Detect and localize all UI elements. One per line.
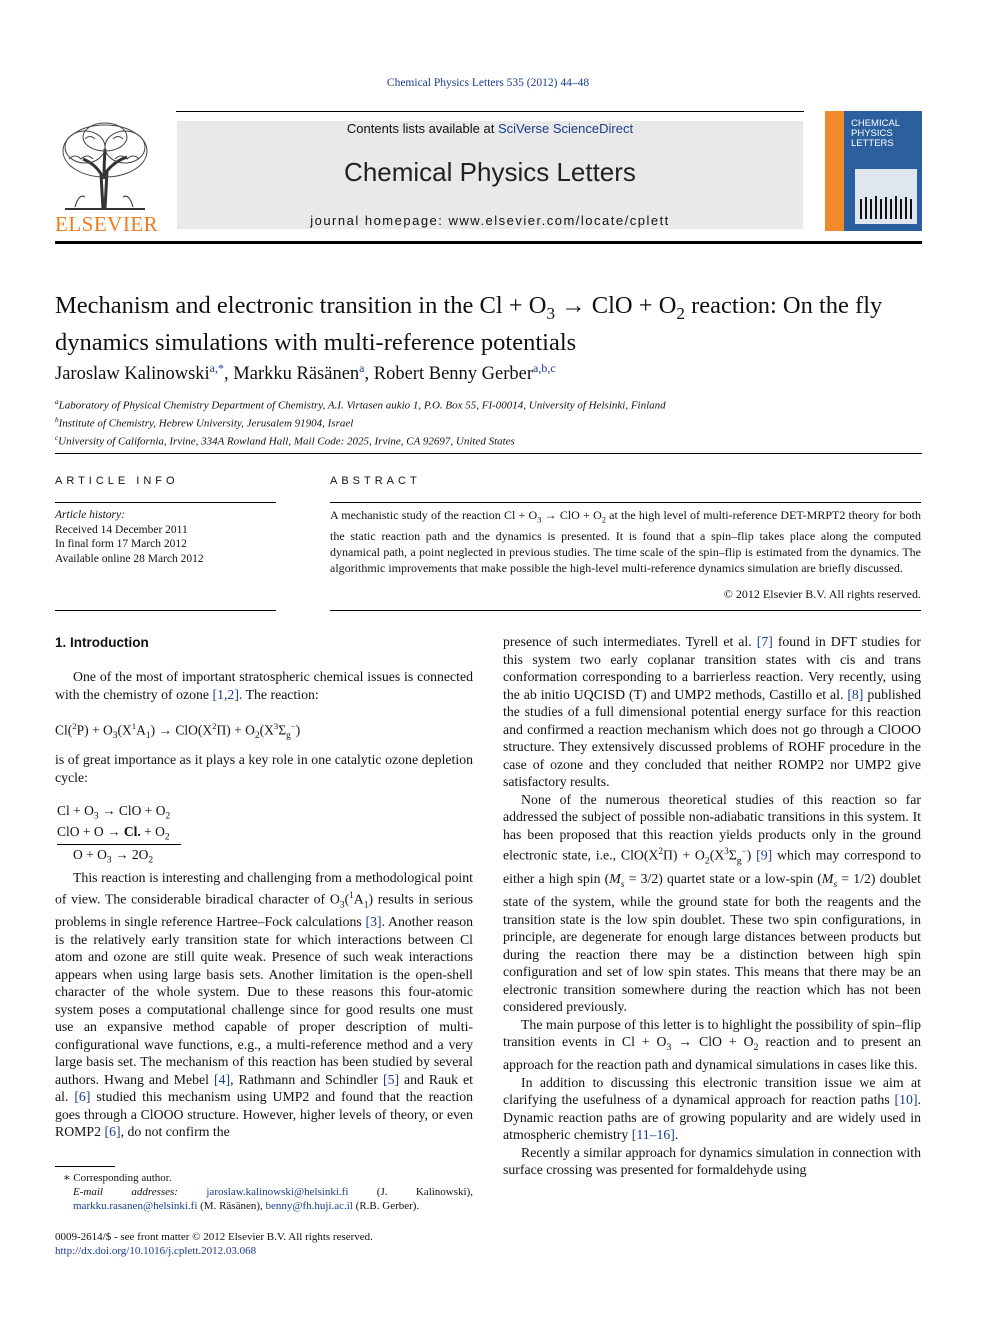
abstract-heading: ABSTRACT bbox=[330, 475, 421, 487]
sciencedirect-link[interactable]: SciVerse ScienceDirect bbox=[497, 121, 634, 136]
email-link[interactable]: benny@fh.huji.ac.il bbox=[265, 1200, 353, 1212]
tree-icon bbox=[55, 119, 155, 211]
cover-title bbox=[851, 119, 900, 149]
para-text: Recently a similar approach for dynamics simulation in connection with surface crossing was presented for formaldehyde using bbox=[503, 1144, 921, 1178]
catalytic-cycle bbox=[57, 803, 181, 866]
header-thick-rule bbox=[55, 241, 922, 244]
right-column: presence of such intermediates. Tyrell et al. [7] found in DFT studies for this system two early coplanar transition states with cis and trans conformation corresponding to a barrierless reaction. Very recently, using the ab initio UQCISD (T) and UMP2 methods, Castillo et al. [8] published the studies of a full dimensional potential energy surface for this reaction and confirmed a reaction mechanism which does not go through a ClOOO structure. They extensively discussed problems of ROHF procedure in the case of ozone and they concluded that neither ROMP2 nor UMP2 give satisfactory results. None of the numerous theoretical studies of this reaction so far addressed the subject of possible non-adiabatic transitions in this system. It has been proposed that this reaction yields products only in the ground electronic state, i.e., $ClO(X^2\Pi) + O_2(X^3\Sigma_g^-)$ [9] which may correspond to either a high spin $(M_s = 3/2)$ quartet state or a low-spin $(M_s = 1/2)$ doublet state of the system, while the ground state for both the reagents and the transition state is the low spin doublet. These two spin configurations, in principle, are degenerate for enough large distances between products but during the reaction there may be a distinction between high spin configuration and set of low spin states. This means that there may be an electronic transition somewhere during the reaction which has not been considered previously. The main purpose of this letter is to highlight the possibility of spin–flip transition events in $Cl + O_3$ → ClO + $O_2$ reaction and to present an approach for the reaction path and dynamical simulations in cases like this. In addition to discussing this electronic transition issue we aim at clarifying the usefulness of a dynamical approach for reaction paths [10]. Dynamic reaction paths are of growing popularity and are widely used in atmospheric chemistry [11–16]. Recently a similar approach for dynamics simulation in connection with surface crossing was presented for formaldehyde using bbox=[503, 634, 921, 1178]
footnote-rule bbox=[55, 1166, 115, 1167]
title-text: → ClO + O bbox=[555, 292, 677, 319]
abstract-part: → ClO + O bbox=[541, 508, 602, 522]
doi-link[interactable]: http://dx.doi.org/10.1016/j.cplett.2012.03.068 bbox=[55, 1245, 257, 1257]
contents-line bbox=[177, 121, 803, 136]
citation-link[interactable]: [10] bbox=[894, 1092, 918, 1108]
cycle-bar bbox=[57, 844, 181, 845]
author-list: Jaroslaw Kalinowski$^{a,*}$, Markku Räsänen$^a$, Robert Benny Gerber$^{a,b,c}$ bbox=[55, 361, 556, 385]
citation-link[interactable]: [3] bbox=[365, 914, 382, 930]
author-sup[interactable]: a bbox=[359, 361, 365, 375]
cover-stripe bbox=[825, 111, 844, 231]
para-text: published the studies of a full dimensional potential energy surface for this reaction and confirmed a reaction mechanism which does not go through a ClOOO structure. They extensively discussed problems of ROHF procedure in the case of ozone and they concluded that neither ROMP2 nor UMP2 give satisfactory results. bbox=[503, 686, 921, 789]
author-sup[interactable]: a,b,c bbox=[533, 361, 556, 375]
para-text: → ClO + O bbox=[671, 1034, 754, 1050]
affil-mark: b bbox=[55, 416, 59, 425]
affil-text: Laboratory of Physical Chemistry Department of Chemistry, A.I. Virtasen aukio 1, P.O. Box 55, FI-00014, University of Helsinki, Finland bbox=[58, 399, 666, 412]
intro-paragraph-3: This reaction is interesting and challenging from a methodological point of view. The considerable biradical character of $O_3(^1A_1)$ results in serious problems in single reference Hartree–Fock calculations [3]. Another reason is the relatively early transition state for which interactions between Cl atom and ozone are still quite weak. Presence of such weak interactions appears when using large basis sets. Another limitation is the open-shell character of the whole system. Due to these reasons this four-atomic system poses a computational challenge since for good results one must use an expansive method capable of proper description of multi-configurational wave functions, e.g., a multi-reference method and a very large basis set. The mechanism of this reaction has been studied by several authors. Hwang and Mebel [4], Rathmann and Schindler [5] and Rauk et al. [6] studied this mechanism using UMP2 and found that the reaction goes through a ClOOO structure. However, higher levels of theory, or even ROMP2 [6], do not confirm the bbox=[55, 870, 474, 1140]
email-label: E-mail addresses: bbox=[73, 1186, 178, 1198]
abstract-part: A mechanistic study of the reaction Cl + O bbox=[330, 508, 538, 522]
para-text: The main purpose of this letter is to highlight the possibility of spin–flip transition events in Cl + O bbox=[503, 1016, 921, 1050]
affiliation bbox=[55, 395, 666, 413]
author-sup[interactable]: a,* bbox=[209, 361, 225, 375]
email-note bbox=[55, 1185, 473, 1213]
para-text: In addition to discussing this electronic transition issue we aim at clarifying the usefulness of a dynamical approach for reaction paths bbox=[503, 1074, 921, 1108]
divider bbox=[55, 502, 276, 503]
footnote-text: (J. Kalinowski), bbox=[348, 1186, 473, 1198]
contents-prefix: Contents lists available at bbox=[346, 121, 498, 136]
elsevier-wordmark: ELSEVIER bbox=[55, 212, 159, 236]
divider bbox=[330, 610, 921, 611]
para-text: , Rathmann and Schindler bbox=[230, 1071, 383, 1087]
reaction-equation: $Cl(^2P) + O_3(X^1A_1) \to ClO(X^2\Pi) + O_2(X^3\Sigma_g^-)$ bbox=[55, 721, 301, 742]
citation-link[interactable]: [1,2] bbox=[212, 686, 239, 702]
journal-homepage[interactable]: journal homepage: www.elsevier.com/locate/cplett bbox=[310, 213, 670, 228]
cycle-step: $Cl + O_3$ → ClO + $O_2$ bbox=[57, 803, 171, 822]
para-text: studied this mechanism using UMP2 and found that the reaction goes through a ClOOO structure. However, higher levels of theory, or even ROMP2 bbox=[55, 1089, 473, 1140]
para-text: found in DFT studies for this system two early coplanar transition states with cis and trans conformation corresponding to a barrierless reaction. Very recently, using the ab initio UQCISD (T) and UMP2 methods, Castillo et al. bbox=[503, 634, 921, 702]
citation-link[interactable]: [9] bbox=[756, 847, 773, 863]
header-rule bbox=[176, 111, 804, 112]
intro-paragraph-1 bbox=[55, 668, 473, 703]
footnotes bbox=[55, 1171, 473, 1213]
para-text: reaction and to present an approach for the reaction path and dynamical simulations in cases like this. bbox=[503, 1034, 921, 1073]
affil-text: Institute of Chemistry, Hebrew University, Jerusalem 91904, Israel bbox=[58, 417, 354, 430]
para-text: . bbox=[674, 1127, 679, 1143]
cover-title-line: CHEMICAL bbox=[851, 118, 901, 129]
affil-text: University of California, Irvine, 334A Rowland Hall, Mail Code: 2025, Irvine, CA 92697, United States bbox=[58, 435, 515, 448]
para-text: results in serious problems in single reference Hartree–Fock calculations bbox=[55, 891, 474, 930]
para-text: . Dynamic reaction paths are of growing popularity and are widely used in atmospheric chemistry bbox=[503, 1092, 921, 1143]
para-text: which may correspond to either a high spin ( bbox=[503, 847, 921, 886]
journal-reference[interactable]: Chemical Physics Letters 535 (2012) 44–48 bbox=[386, 77, 590, 89]
abstract-part: at the high level of multi-reference DET-MRPT2 theory for both the static reaction path and the dynamics is presented. It is found that a spin–flip takes place along the computed dynamical path, a point neglected in previous studies. The time scale of the spin–flip is estimated from the dynamics. The algorithmic improvements that make possible the high-level multi-reference dynamics simulation are briefly discussed. bbox=[330, 508, 921, 576]
history-label: Article history: bbox=[55, 509, 125, 521]
article-history bbox=[55, 508, 204, 566]
citation-link[interactable]: [8] bbox=[847, 686, 864, 702]
author-name: Markku Räsänen bbox=[233, 364, 360, 385]
affiliation bbox=[55, 431, 666, 449]
para-text: This reaction is interesting and challenging from a methodological point of view. The considerable biradical character of O bbox=[55, 870, 473, 907]
para-text: presence of such intermediates. Tyrell et al. bbox=[503, 634, 757, 649]
intro-paragraph-2: is of great importance as it plays a key role in one catalytic ozone depletion cycle: bbox=[55, 752, 473, 785]
affiliation bbox=[55, 413, 666, 431]
para-text: , do not confirm the bbox=[120, 1124, 230, 1140]
citation-link[interactable]: [11–16] bbox=[631, 1127, 675, 1143]
journal-name: Chemical Physics Letters bbox=[344, 157, 636, 187]
journal-cover bbox=[825, 111, 922, 231]
footnote-text: Corresponding author. bbox=[73, 1172, 172, 1184]
issn-line: 0009-2614/$ - see front matter © 2012 Elsevier B.V. All rights reserved. bbox=[55, 1231, 373, 1243]
article-title: Mechanism and electronic transition in the $Cl + O_3$ → ClO + $O_2$ reaction: On the fly dynamics simulations with multi-reference potentials bbox=[55, 292, 883, 356]
divider bbox=[55, 453, 922, 454]
citation-link[interactable]: [5] bbox=[382, 1071, 400, 1087]
cover-title-line: PHYSICS bbox=[851, 128, 893, 139]
affiliations bbox=[55, 395, 666, 449]
cover-title-line: LETTERS bbox=[851, 138, 894, 149]
citation-link[interactable]: [4] bbox=[214, 1071, 231, 1087]
author-name: Jaroslaw Kalinowski bbox=[55, 364, 210, 385]
abstract-text: A mechanistic study of the reaction $Cl + O_3$ → ClO + $O_2$ at the high level of multi-reference DET-MRPT2 theory for both the static reaction path and the dynamics is presented. It is found that a spin–flip takes place along the computed dynamical path, a point neglected in previous studies. The time scale of the spin–flip is estimated from the dynamics. The algorithmic improvements that make possible the high-level multi-reference dynamics simulation are briefly discussed. bbox=[330, 508, 921, 576]
para-text: None of the numerous theoretical studies of this reaction so far addressed the subject of possible non-adiabatic transitions in this system. It has been proposed that this reaction yields products only in the ground electronic state, i.e., bbox=[503, 791, 921, 863]
front-matter bbox=[55, 1230, 495, 1258]
divider bbox=[330, 502, 921, 503]
cycle-step: $O + O_3 \to 2O_2$ bbox=[73, 847, 154, 866]
title-text: reaction: On the fly dynamics simulations with multi-reference potentials bbox=[55, 292, 883, 356]
para-text: . Another reason is the relatively early transition state for which interactions between Cl atom and ozone are still quite weak. Presence of such weak interactions appears when using large basis sets. Another limitation is the open-shell character of the whole system. Due to these reasons this four-atomic system poses a computational challenge since for good results one must use an expansive method capable of proper description of multi-configurational wave functions, e.g., a multi-reference method and a very large basis set. The mechanism of this reaction has been studied by several authors. Hwang and Mebel bbox=[55, 914, 473, 1087]
spectrum-icon bbox=[855, 169, 917, 224]
para-text: = 1/2) doublet state of the system, while the ground state for both the reagents and the transition state is the low spin doublet. These two spin configurations, in principle, are degenerate for enough large distances between products but during the reaction there may be a distinction between high spin configuration and set of low spin states. This means that there may be an electronic transition somewhere during the reaction which has not been considered previously. bbox=[503, 870, 921, 1015]
email-link[interactable]: markku.rasanen@helsinki.fi bbox=[73, 1200, 198, 1212]
citation-link[interactable]: [6] bbox=[74, 1089, 91, 1105]
elsevier-logo bbox=[55, 119, 159, 236]
footnote-text: (M. Räsänen), bbox=[197, 1200, 266, 1212]
cycle-step: ClO + O → Cl. + $O_2$ bbox=[57, 824, 170, 843]
affil-mark: a bbox=[55, 398, 59, 406]
para-text: = 3/2) quartet state or a low-spin ( bbox=[624, 870, 822, 886]
citation-link[interactable]: [6] bbox=[104, 1124, 121, 1140]
history-final: In final form 17 March 2012 bbox=[55, 538, 187, 550]
abstract-copyright: © 2012 Elsevier B.V. All rights reserved. bbox=[723, 587, 921, 601]
citation-link[interactable]: [7] bbox=[756, 634, 773, 649]
journal-banner bbox=[177, 121, 803, 229]
title-text: Mechanism and electronic transition in the Cl + O bbox=[55, 292, 547, 319]
para-text: . The reaction: bbox=[238, 686, 319, 702]
affil-mark: c bbox=[55, 434, 59, 443]
cover-image bbox=[855, 169, 917, 224]
para-text: and Rauk et al. bbox=[55, 1071, 473, 1105]
corresponding-note: ∗ Corresponding author. bbox=[63, 1172, 172, 1184]
footnote-text: (R.B. Gerber). bbox=[352, 1200, 420, 1212]
author-name: Robert Benny Gerber bbox=[373, 364, 534, 385]
history-online: Available online 28 March 2012 bbox=[55, 552, 204, 565]
email-link[interactable]: jaroslaw.kalinowski@helsinki.fi bbox=[206, 1186, 349, 1198]
article-info-heading: ARTICLE INFO bbox=[55, 475, 179, 487]
history-received: Received 14 December 2011 bbox=[55, 523, 188, 536]
divider bbox=[55, 610, 276, 611]
section-title: 1. Introduction bbox=[55, 635, 149, 650]
para-text: One of the most of important stratospheric chemical issues is connected with the chemistry of ozone bbox=[55, 669, 473, 702]
